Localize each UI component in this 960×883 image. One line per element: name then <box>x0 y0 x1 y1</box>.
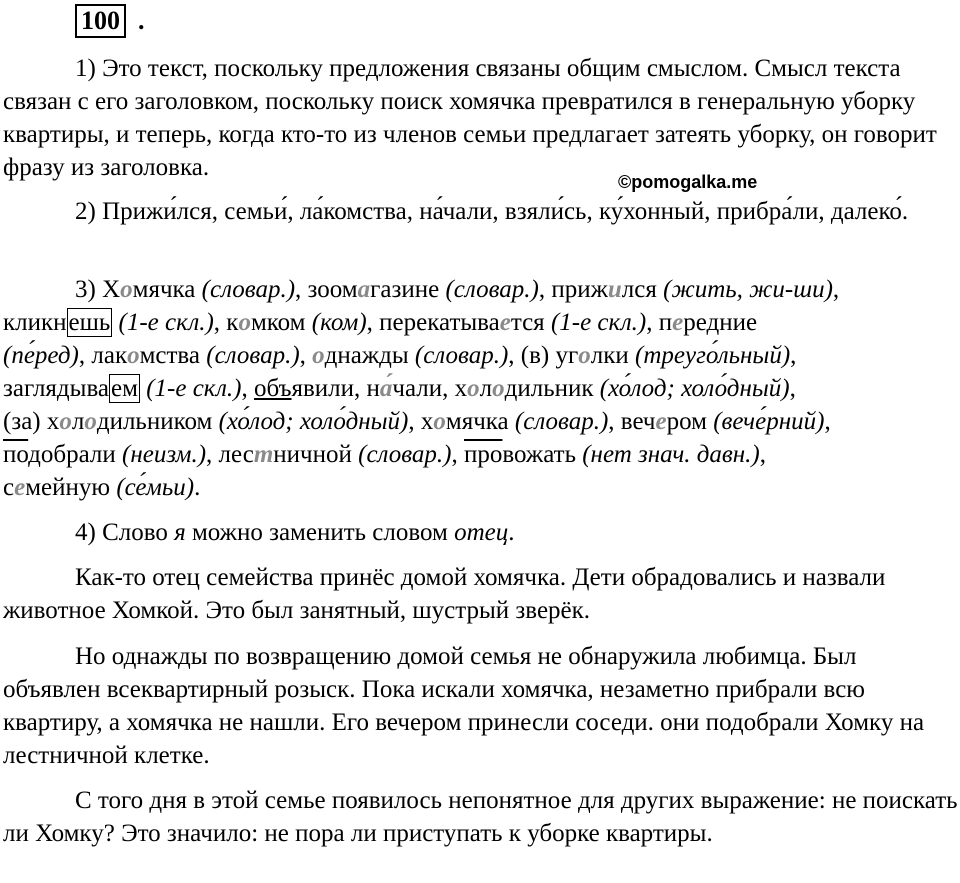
watermark: ©pomogalka.me <box>618 172 758 192</box>
paragraph-2: 2) Прижи́лся, семьи́, ла́комства, на́чали, взяли́сь, ку́хонный, прибра́ли, далеко́. <box>75 198 909 225</box>
task-number-dot: . <box>138 6 145 35</box>
story-paragraph-2: Но однажды по возвращению домой семья не обнаружила любимца. Был объявлен всеквартирный розыск. Пока искали хомячка, незаметно прибрали всю квартиру, а хомячка не нашли. Его вечером принесли соседи. они подобрали Хомку на лестничной клетке. <box>3 643 925 769</box>
paragraph-3 <box>3 273 958 504</box>
p3-line-2: кликнешь (1-е скл.), комком (ком), перекатывается (1-е скл.), передние <box>3 309 758 336</box>
p3-line-3: (пе́ред), лакомства (словар.), однажды (словар.), (в) уголки (треуго́льный), <box>3 342 797 369</box>
p3-line-1: 3) Хомячка (словар.), зоомагазине (словар.), прижился (жить, жи-ши), <box>75 276 840 303</box>
paragraph-1: 1) Это текст, поскольку предложения связаны общим смыслом. Смысл текста связан с его заголовком, поскольку поиск хомячка превратился в генеральную уборку квартиры, и теперь, когда кто-то из членов семьи предлагает затеять уборку, он говорит фразу из заголовка. <box>3 55 937 181</box>
paragraph-4: 4) Слово я можно заменить словом отец. <box>75 519 515 546</box>
p3-line-6: подобрали (неизм.), лестничной (словар.), провожать (нет знач. давн.), <box>3 441 766 468</box>
p3-line-5: (за) холодильником (хо́лод; холо́дный), хомячка (словар.), вечером (вече́рний), <box>3 408 831 435</box>
p3-line-7: семейную (се́мьи). <box>3 474 201 501</box>
p3-line-4: заглядываем (1-е скл.), объявили, на́чали, холодильник (хо́лод; холо́дный), <box>3 375 796 402</box>
story-paragraph-3: С того дня в этой семье появилось непонятное для других выражение: не поискать ли Хомку? Это значило: не пора ли приступать к уборке квартиры. <box>3 787 958 847</box>
story-paragraph-1: Как-то отец семейства принёс домой хомячка. Дети обрадовались и назвали животное Хомкой. Это был занятный, шустрый зверёк. <box>3 564 886 624</box>
task-number: 100 <box>75 4 126 38</box>
